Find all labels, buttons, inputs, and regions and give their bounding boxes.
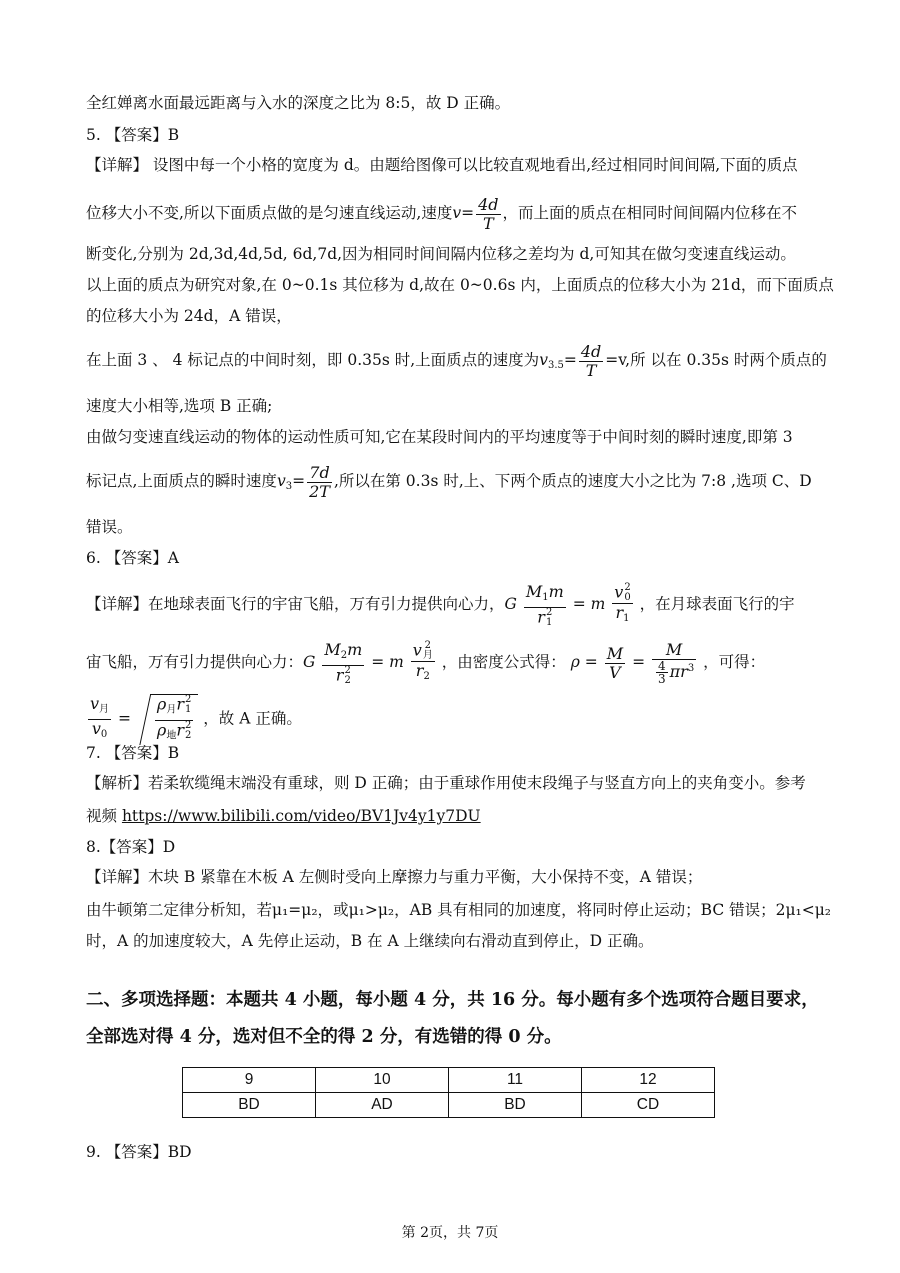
q5-line-9: 标记点,上面质点的瞬时速度$v_3=$ $\frac{7d}{2T}$ ,所以在第 0.3s 时,上、下两个质点的速度大小之比为 7:8 ,选项 C、D	[86, 462, 812, 501]
q5-line-5: 的位移大小为 24d，A 错误，	[86, 307, 292, 325]
q7-answer-label: 7. 【答案】B	[86, 744, 180, 762]
video-reference-link[interactable]: https://www.bilibili.com/video/BV1Jv4y1y7DU	[121, 807, 481, 825]
table-header-cell: 10	[316, 1068, 449, 1093]
table-header-cell: 11	[449, 1068, 582, 1093]
fraction-gravity-moon: $M_2m$ r 2 2	[324, 639, 363, 686]
fraction-velocity-ratio: $\frac{v_月}{v_0}$	[90, 694, 110, 740]
table-answer-cell: BD	[449, 1093, 582, 1118]
fraction-4d-over-T: $\frac{4d}{T}$	[478, 194, 499, 233]
q9-answer-label: 9. 【答案】BD	[86, 1143, 192, 1161]
answer-table	[182, 1067, 715, 1118]
page-number-footer: 第 2页，共 7页	[401, 1225, 499, 1241]
table-answer-cell: AD	[316, 1093, 449, 1118]
paragraph-q4-conclusion: 全红婵离水面最远距离与入水的深度之比为 8:5，故 D 正确。	[86, 94, 511, 112]
fraction-density-volume: M $\frac{4}{3}$ $\pi r^3$	[652, 641, 696, 685]
q6-answer-label: 6. 【答案】A	[86, 549, 179, 567]
q5-line-10: 错误。	[86, 518, 133, 536]
q5-answer-label: 5. 【答案】B	[86, 126, 180, 144]
table-answer-cell: CD	[582, 1093, 715, 1118]
table-row	[183, 1068, 715, 1093]
q7-line-2: 视频 https://www.bilibili.com/video/BV1Jv4y1y7DU	[86, 807, 481, 825]
table-header-cell: 12	[582, 1068, 715, 1093]
fraction-7d-over-2T: $\frac{7d}{2T}$	[309, 462, 330, 501]
fraction-density: $\frac{M}{V}$	[606, 643, 624, 682]
fraction-centripetal-moon: v 2 月 $r_2$	[412, 639, 433, 682]
section-2-heading-line-2: 全部选对得 4 分，选对但不全的得 2 分，有选错的得 0 分。	[86, 1027, 562, 1047]
section-2-heading-line-1: 二、多项选择题：本题共 4 小题，每小题 4 分，共 16 分。每小题有多个选项符合题目要求，	[86, 990, 819, 1010]
fraction-density-radius: $\rho_月r$ 2 1 $\rho_地r$ 2 2	[156, 694, 192, 741]
table-header-cell: 9	[183, 1068, 316, 1093]
q5-line-6: 在上面 3 、 4 标记点的中间时刻，即 0.35s 时,上面质点的速度为$v_{3.5}=$ $\frac{4d}{T}$ =v,所 以在 0.35s 时两个质点的	[86, 341, 827, 380]
q8-answer-label: 8.【答案】D	[86, 838, 176, 856]
q8-line-3: 时，A 的加速度较大，A 先停止运动，B 在 A 上继续向右滑动直到停止，D 正确。	[86, 932, 654, 950]
fraction-centripetal-earth: v 2 0 $r_1$	[614, 581, 631, 624]
q7-line-1: 【解析】若柔软缆绳末端没有重球，则 D 正确；由于重球作用使末段绳子与竖直方向上的夹角变小。参考	[86, 774, 806, 792]
table-row	[183, 1093, 715, 1118]
q8-line-1: 【详解】木块 B 紧靠在木板 A 左侧时受向上摩擦力与重力平衡，大小保持不变，A 错误；	[86, 868, 703, 886]
q5-line-4: 以上面的质点为研究对象,在 0~0.1s 其位移为 d,故在 0~0.6s 内，上面质点的位移大小为 21d，而下面质点	[86, 276, 834, 294]
table-answer-cell: BD	[183, 1093, 316, 1118]
q5-line-8: 由做匀变速直线运动的物体的运动性质可知,它在某段时间内的平均速度等于中间时刻的瞬时速度,即第 3	[86, 428, 793, 446]
q6-line-2: 宙飞船，万有引力提供向心力：G $M_2m$ r 2 2 = m v 2 月 $r_2$ ，由密度公式得： ρ = $\frac{M}{V}$ = M $\frac{4}{3}$ $\pi r^3$ ，可得：	[86, 639, 766, 686]
q5-line-1: 【详解】 设图中每一个小格的宽度为 d。由题给图像可以比较直观地看出,经过相同时间间隔,下面的质点	[86, 156, 798, 174]
square-root	[150, 694, 198, 745]
q8-line-2: 由牛顿第二定律分析知，若μ₁=μ₂，或μ₁>μ₂，AB 具有相同的加速度，将同时停止运动；BC 错误；2μ₁<μ₂	[86, 901, 832, 919]
q5-line-3: 断变化,分别为 2d,3d,4d,5d, 6d,7d,因为相同时间间隔内位移之差均为 d,可知其在做匀变速直线运动。	[86, 245, 796, 263]
q6-line-1: 【详解】在地球表面飞行的宇宙飞船，万有引力提供向心力，G $M_1m$ r 2 1 = m v 2 0 $r_1$ ，在月球表面飞行的宇	[86, 581, 795, 628]
q5-line-7: 速度大小相等,选项 B 正确;	[86, 397, 273, 415]
q6-line-3: $\frac{v_月}{v_0}$ = $\rho_月r$ 2 1 $\rho_地r$ 2 2 ，故 A 正确。	[86, 694, 822, 745]
q5-line-2: 位移大小不变,所以下面质点做的是匀速直线运动,速度v= $\frac{4d}{T}$ ，而上面的质点在相同时间间隔内位移在不	[86, 194, 798, 233]
fraction-4d-over-T: $\frac{4d}{T}$	[580, 341, 602, 380]
fraction-gravity-earth: $M_1m$ r 2 1	[525, 581, 564, 628]
